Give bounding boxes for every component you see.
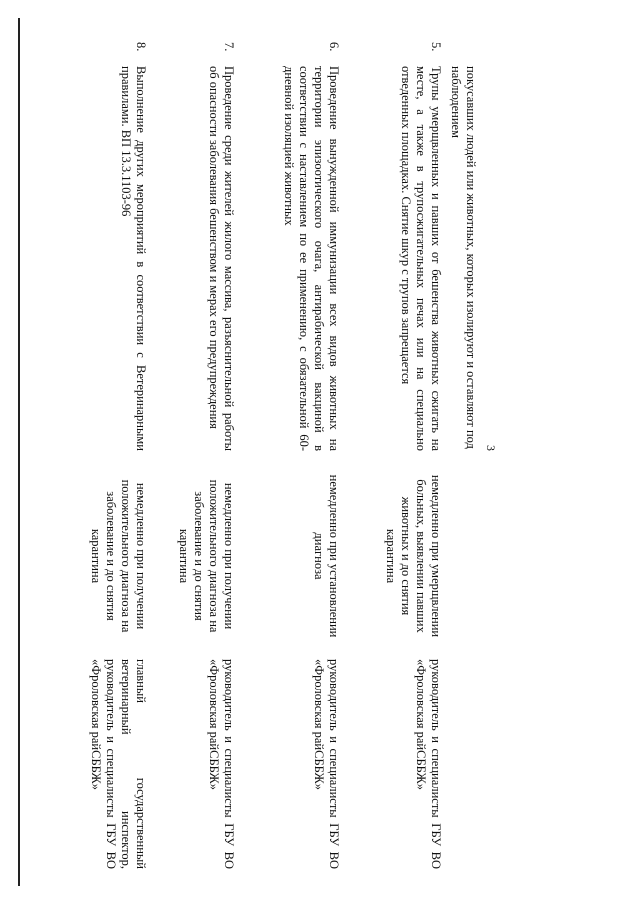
row-action: Выполнение других мероприятий в соответствии с Ветеринарными правилами. ВП 13.3.1103-96	[119, 66, 148, 451]
row-term: немедленно при установлении диагноза	[312, 474, 341, 638]
row-term: немедленно при умерщвлении больных, выявлении павших животных и до снятия карантина	[384, 474, 443, 638]
table-row	[148, 42, 236, 872]
table-row	[58, 42, 148, 872]
row-term: немедленно при получении положительного диагноза на заболевание и до снятия карантина	[177, 479, 236, 633]
table-row	[341, 42, 443, 872]
row-number: 8.	[134, 42, 148, 52]
row-responsible	[443, 651, 478, 869]
row-action: Трупы умерщвленных и павших от бешенства животных сжигать на месте, а также в трупосжигательных печах или на специально отведенных площадках. Снятие шкур с трупов запрещается	[399, 66, 443, 451]
row-responsible: главный государственный ветеринарный инспектор, руководитель и специалисты ГБУ ВО «Фроловская райСББЖ»	[89, 659, 148, 869]
margin-rule	[18, 18, 20, 886]
row-action: Проведение вынужденной иммунизации всех видов животных на территории эпизоотического очага, антирабической вакциной в соответствии с наставлением по ее применению, с обязательной 60-дневной изоляцией животных	[282, 66, 341, 451]
row-responsible: руководитель и специалисты ГБУ ВО «Фроловская райСББЖ»	[312, 659, 341, 869]
row-term: немедленно при получении положительного диагноза на заболевание и до снятия карантина	[89, 479, 148, 633]
rotated-content	[58, 42, 498, 872]
row-number: 6.	[327, 42, 341, 52]
row-action: покусавших людей или животных, которых изолируют и оставляют под наблюдением	[449, 66, 478, 449]
table-row	[443, 42, 478, 872]
row-action: Проведение среди жителей жилого массива, разъяснительной работы об опасности заболевания бешенством и мерах его предупреждения	[207, 66, 236, 451]
page-number: 3	[484, 445, 498, 451]
row-number: 7.	[222, 42, 236, 52]
row-responsible: руководитель и специалисты ГБУ ВО «Фроловская райСББЖ»	[414, 659, 443, 869]
measures-table	[58, 42, 478, 872]
row-number: 5.	[429, 42, 443, 52]
row-term	[443, 461, 478, 651]
row-responsible: руководитель и специалисты ГБУ ВО «Фроловская райСББЖ»	[207, 659, 236, 869]
table-row	[236, 42, 341, 872]
